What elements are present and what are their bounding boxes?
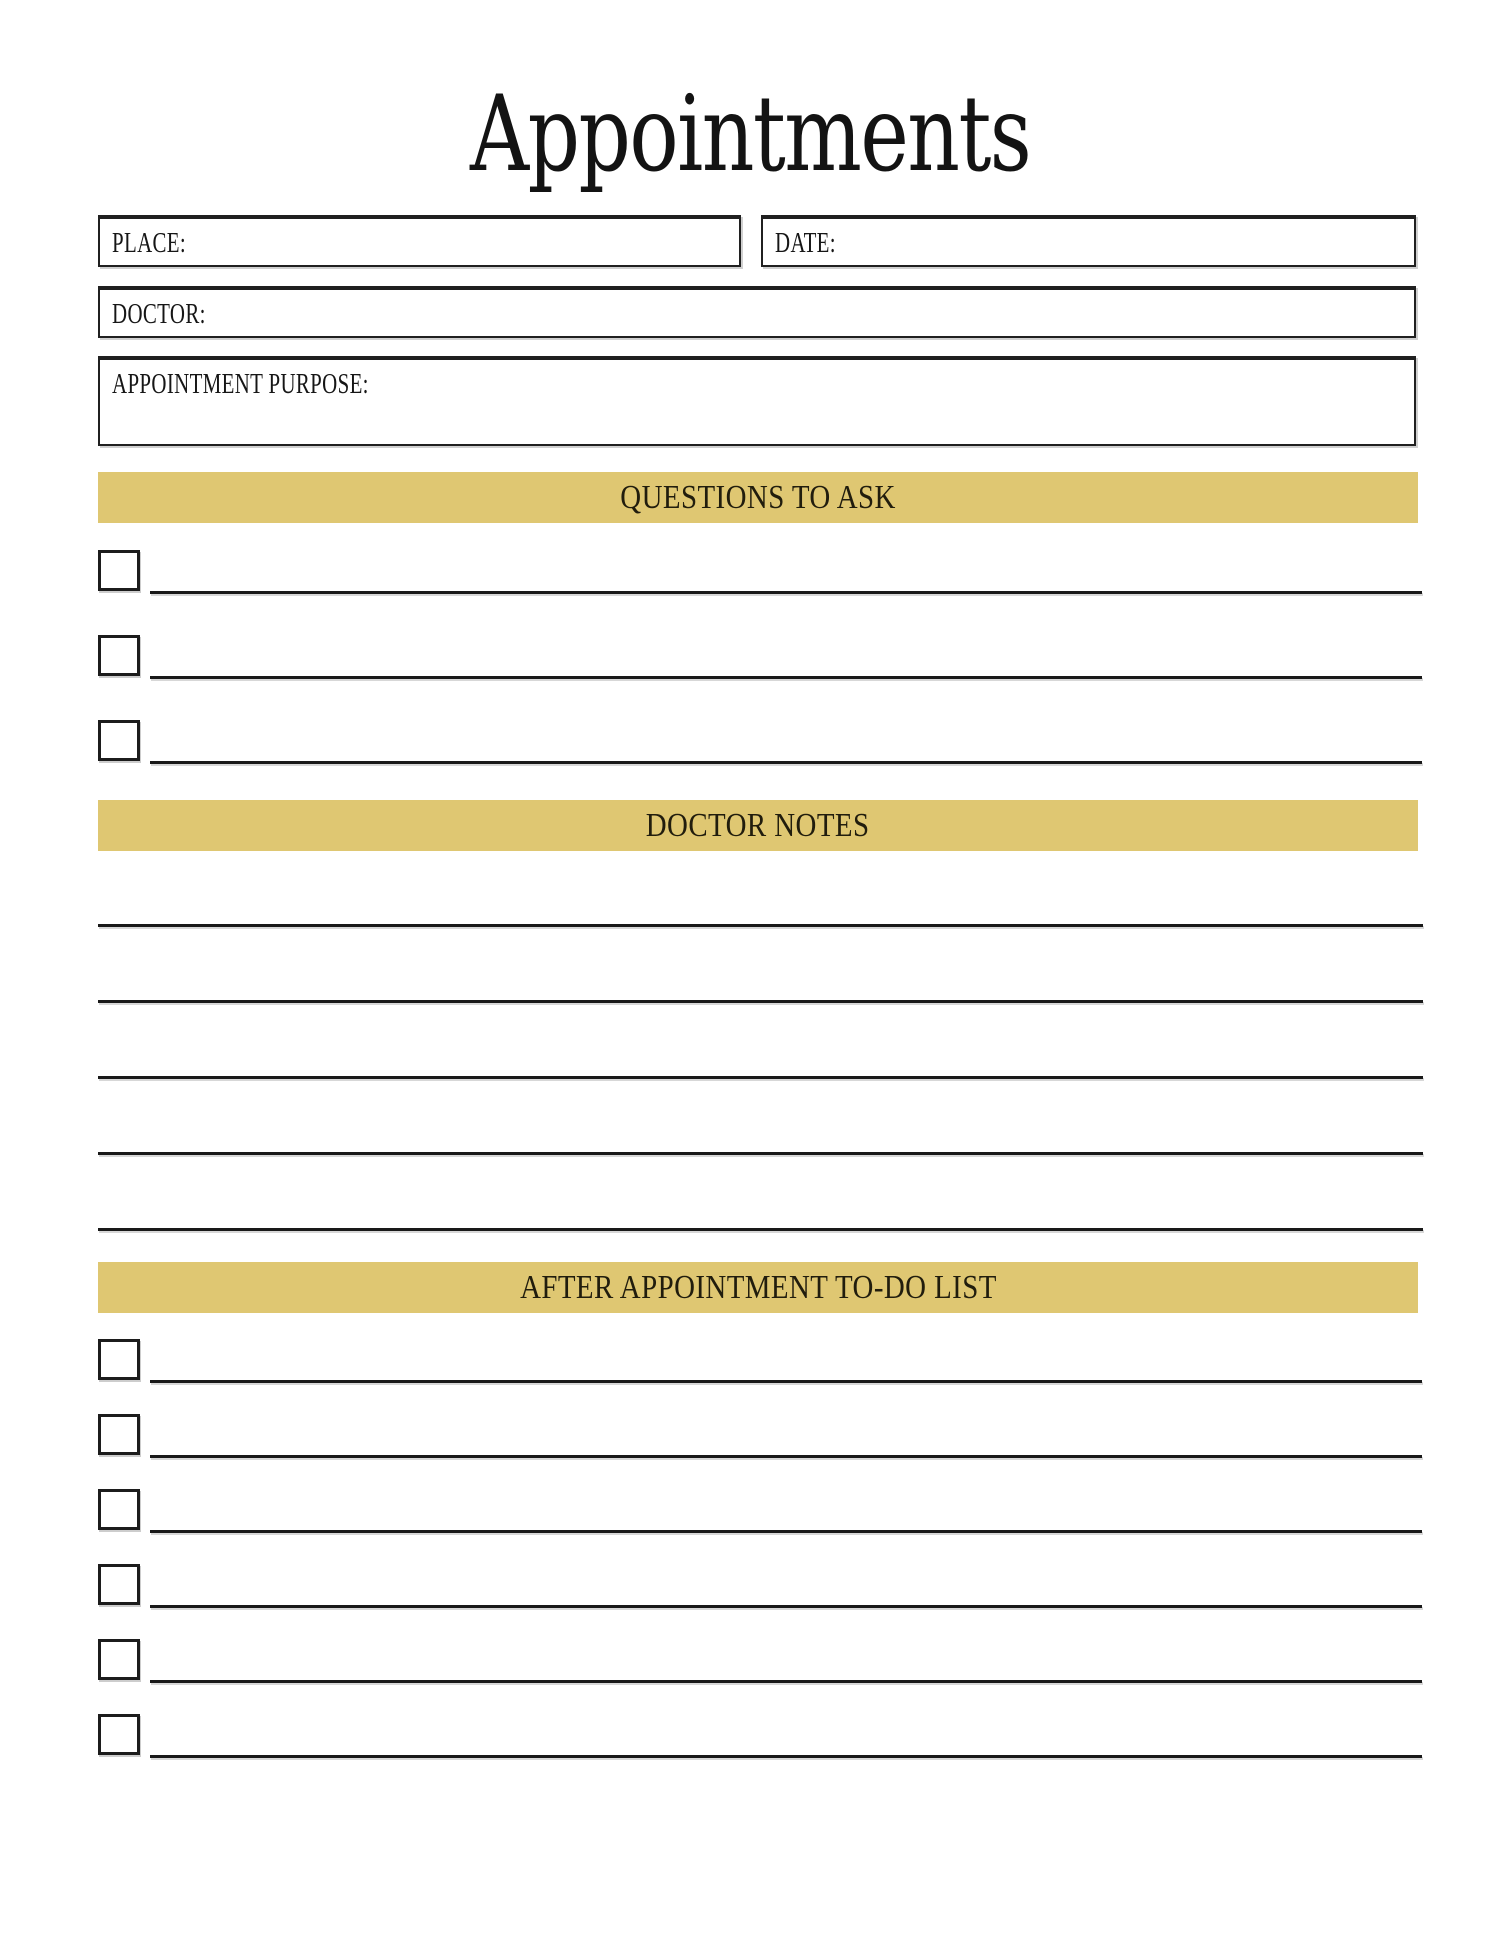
doctor-notes-line[interactable] xyxy=(98,1228,1423,1231)
todo-answer-line[interactable] xyxy=(150,1530,1422,1533)
question-answer-line[interactable] xyxy=(150,676,1422,679)
question-row xyxy=(98,635,1422,679)
todo-row xyxy=(98,1414,1422,1458)
section-header-questions-text: QUESTIONS TO ASK xyxy=(620,478,896,516)
section-header-doctor-notes-text: DOCTOR NOTES xyxy=(646,806,870,844)
todo-row xyxy=(98,1714,1422,1758)
todo-answer-line[interactable] xyxy=(150,1380,1422,1383)
todo-row xyxy=(98,1339,1422,1383)
todo-row xyxy=(98,1564,1422,1608)
doctor-notes-line[interactable] xyxy=(98,1000,1423,1003)
todo-checkbox[interactable] xyxy=(98,1639,140,1680)
todo-checklist xyxy=(98,1339,1422,1789)
section-header-todo-text: AFTER APPOINTMENT TO-DO LIST xyxy=(519,1268,997,1306)
question-checkbox[interactable] xyxy=(98,550,140,591)
todo-checkbox[interactable] xyxy=(98,1339,140,1380)
appointment-purpose-field[interactable] xyxy=(98,356,1416,446)
section-header-doctor-notes xyxy=(98,800,1418,851)
place-field[interactable] xyxy=(98,215,741,267)
doctor-field[interactable] xyxy=(98,286,1416,338)
page-title xyxy=(0,73,1500,195)
question-row xyxy=(98,720,1422,764)
section-header-todo xyxy=(98,1262,1418,1313)
page-title-text: Appointments xyxy=(469,73,1031,195)
todo-checkbox[interactable] xyxy=(98,1564,140,1605)
place-label: PLACE: xyxy=(112,227,187,259)
doctor-notes-line[interactable] xyxy=(98,924,1423,927)
section-header-questions xyxy=(98,472,1418,523)
doctor-label: DOCTOR: xyxy=(112,298,206,330)
todo-answer-line[interactable] xyxy=(150,1755,1422,1758)
todo-answer-line[interactable] xyxy=(150,1605,1422,1608)
appointment-purpose-label: APPOINTMENT PURPOSE: xyxy=(112,368,369,400)
doctor-notes-line[interactable] xyxy=(98,1152,1423,1155)
question-checkbox[interactable] xyxy=(98,635,140,676)
doctor-notes-area xyxy=(98,924,1423,1304)
todo-checkbox[interactable] xyxy=(98,1714,140,1755)
date-label: DATE: xyxy=(775,227,836,259)
question-answer-line[interactable] xyxy=(150,761,1422,764)
todo-row xyxy=(98,1639,1422,1683)
date-field[interactable] xyxy=(761,215,1416,267)
question-checkbox[interactable] xyxy=(98,720,140,761)
todo-answer-line[interactable] xyxy=(150,1455,1422,1458)
todo-checkbox[interactable] xyxy=(98,1489,140,1530)
todo-row xyxy=(98,1489,1422,1533)
todo-answer-line[interactable] xyxy=(150,1680,1422,1683)
questions-checklist xyxy=(98,550,1422,805)
doctor-notes-line[interactable] xyxy=(98,1076,1423,1079)
todo-checkbox[interactable] xyxy=(98,1414,140,1455)
question-row xyxy=(98,550,1422,594)
question-answer-line[interactable] xyxy=(150,591,1422,594)
